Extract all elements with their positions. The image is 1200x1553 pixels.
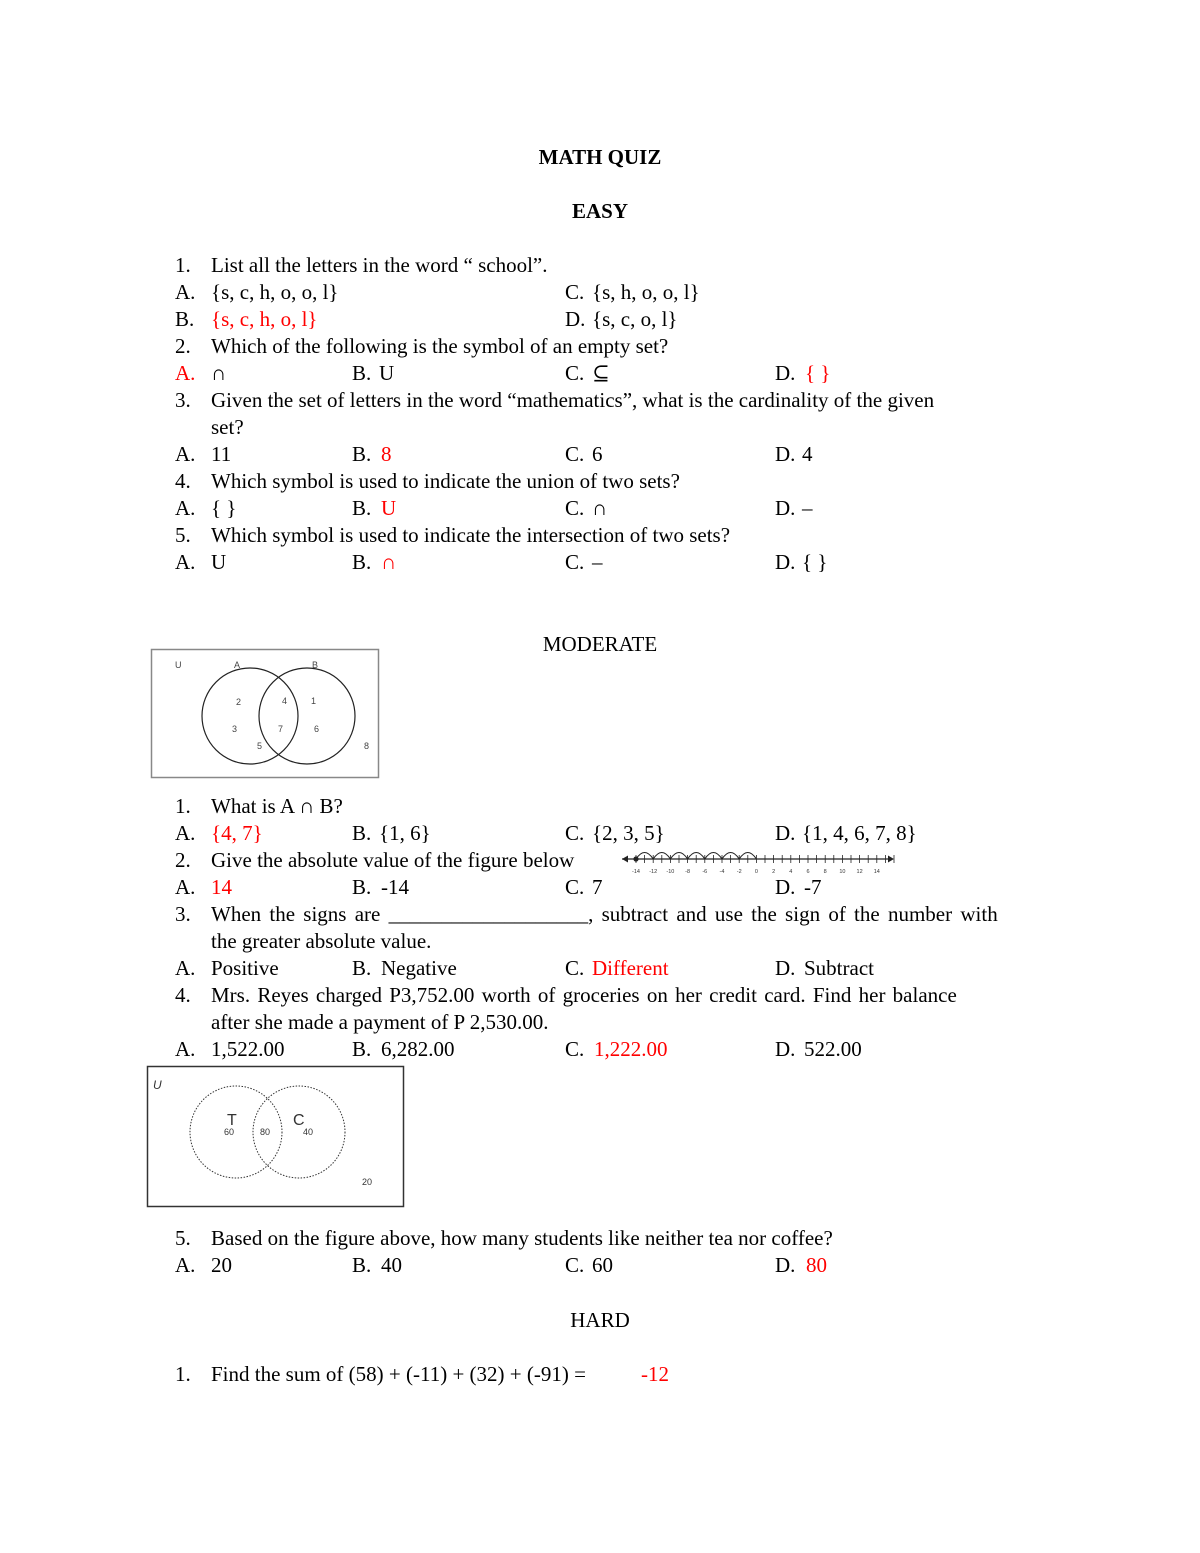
left-arrow — [622, 856, 628, 863]
option-b-label: B. — [352, 496, 372, 520]
option-a: 20 — [211, 1253, 232, 1277]
option-a: { } — [211, 496, 237, 520]
number-line-tick-label: 4 — [789, 869, 793, 875]
venn1-element-4: 4 — [282, 696, 288, 706]
option-c: {s, h, o, o, l} — [592, 280, 700, 304]
section-heading-hard: HARD — [570, 1308, 630, 1332]
venn2-label-u: U — [153, 1078, 162, 1092]
number-line-tick-label: -6 — [702, 869, 708, 875]
option-a-label-correct: A. — [175, 361, 196, 385]
venn-diagram-sets-a-b — [150, 648, 380, 780]
number-line-tick-label: 2 — [772, 869, 776, 875]
venn2-value-coffee-only: 40 — [303, 1127, 314, 1137]
number-line-tick-label: -2 — [736, 869, 742, 875]
option-d-label: D. — [775, 875, 796, 899]
question-number: 1. — [175, 253, 191, 277]
option-d-label: D. — [775, 1253, 796, 1277]
page-title: MATH QUIZ — [538, 145, 662, 169]
option-c: 60 — [592, 1253, 613, 1277]
venn1-element-6: 6 — [314, 724, 320, 734]
option-d: 522.00 — [804, 1037, 862, 1061]
venn1-label-u: U — [175, 660, 182, 670]
option-a-label: A. — [175, 496, 196, 520]
question-number: 5. — [175, 1226, 191, 1250]
option-d-label: D. — [775, 821, 796, 845]
option-b-correct: {s, c, h, o, l} — [211, 307, 318, 331]
question-number: 5. — [175, 523, 191, 547]
option-a-label: A. — [175, 550, 196, 574]
question-text: What is A ∩ B? — [211, 794, 343, 818]
option-b: 40 — [381, 1253, 402, 1277]
question-text: List all the letters in the word “ school”. — [211, 253, 548, 277]
section-heading-easy: EASY — [571, 199, 629, 223]
option-a-label: A. — [175, 821, 196, 845]
option-b: -14 — [381, 875, 409, 899]
option-c: 6 — [592, 442, 603, 466]
venn2-value-both: 80 — [260, 1127, 271, 1137]
number-line-tick-label: -8 — [685, 869, 691, 875]
option-d: {s, c, o, l} — [592, 307, 678, 331]
option-a: 1,522.00 — [211, 1037, 285, 1061]
venn1-label-b: B — [312, 660, 319, 670]
option-d: – — [802, 496, 813, 520]
option-b-label: B. — [352, 956, 372, 980]
option-a-label: A. — [175, 1037, 196, 1061]
venn2-value-neither: 20 — [362, 1177, 373, 1187]
option-d-label: D. — [565, 307, 586, 331]
option-a: U — [211, 550, 227, 574]
number-line-tick-label: 6 — [806, 869, 810, 875]
option-c-correct: Different — [592, 956, 669, 980]
option-c: ∩ — [592, 496, 608, 520]
option-b-label: B. — [175, 307, 195, 331]
question-number: 2. — [175, 848, 191, 872]
venn1-element-3: 3 — [232, 724, 238, 734]
option-b-correct: ∩ — [381, 550, 397, 574]
venn2-label-c: C — [293, 1112, 305, 1129]
option-a-label: A. — [175, 1253, 196, 1277]
option-b-label: B. — [352, 875, 372, 899]
question-text-line-1: Given the set of letters in the word “mathematics”, what is the cardinality of the given — [211, 388, 935, 412]
option-a-correct: {4, 7} — [211, 821, 263, 845]
question-number: 3. — [175, 388, 191, 412]
question-number: 1. — [175, 1362, 191, 1386]
venn1-element-2: 2 — [236, 697, 242, 707]
question-text: Based on the figure above, how many students like neither tea nor coffee? — [211, 1226, 833, 1250]
option-a-correct: 14 — [211, 875, 232, 899]
answer-correct: -12 — [641, 1362, 669, 1386]
question-text: Which symbol is used to indicate the union of two sets? — [211, 469, 680, 493]
option-c-label: C. — [565, 550, 585, 574]
number-line-tick-label: -14 — [632, 869, 640, 875]
option-a-label: A. — [175, 442, 196, 466]
question-text: Give the absolute value of the figure below — [211, 848, 575, 872]
option-c-correct: 1,222.00 — [594, 1037, 668, 1061]
number-line-tick-label: 12 — [856, 869, 863, 875]
venn1-element-8: 8 — [364, 741, 370, 751]
option-b-label: B. — [352, 821, 372, 845]
option-d-label: D. — [775, 550, 796, 574]
option-b-correct: 8 — [381, 442, 392, 466]
question-text-line-1: When the signs are ___________________, subtract and use the sign of the number with — [211, 902, 998, 926]
option-d: { } — [802, 550, 828, 574]
section-heading-moderate: MODERATE — [542, 632, 658, 656]
option-c-label: C. — [565, 1253, 585, 1277]
option-c-label: C. — [565, 821, 585, 845]
option-d-label: D. — [775, 1037, 796, 1061]
venn1-label-a: A — [234, 660, 241, 670]
option-a-label: A. — [175, 956, 196, 980]
option-b: U — [379, 361, 395, 385]
question-text: Find the sum of (58) + (-11) + (32) + (-91) = — [211, 1362, 586, 1386]
option-d-correct: 80 — [806, 1253, 827, 1277]
number-line-tick-label: 8 — [823, 869, 827, 875]
option-c: ⊆ — [592, 361, 610, 385]
number-line-figure — [620, 847, 896, 877]
question-number: 4. — [175, 983, 191, 1007]
question-text-line-2: set? — [211, 415, 244, 439]
question-text-line-1: Mrs. Reyes charged P3,752.00 worth of groceries on her credit card. Find her balance — [211, 983, 957, 1007]
option-d-label: D. — [775, 442, 796, 466]
option-a: 11 — [211, 442, 232, 466]
question-text-line-2: the greater absolute value. — [211, 929, 432, 953]
number-line-tick-label: 10 — [839, 869, 846, 875]
venn-diagram-tea-coffee — [146, 1065, 405, 1209]
option-d: {1, 4, 6, 7, 8} — [802, 821, 917, 845]
option-d-label: D. — [775, 361, 796, 385]
venn1-element-7: 7 — [278, 724, 284, 734]
option-b: Negative — [381, 956, 457, 980]
question-text: Which symbol is used to indicate the intersection of two sets? — [211, 523, 731, 547]
option-b-label: B. — [352, 361, 372, 385]
option-d-label: D. — [775, 956, 796, 980]
option-c: {2, 3, 5} — [592, 821, 665, 845]
number-line-tick-label: 14 — [873, 869, 880, 875]
number-line-tick-label: -10 — [666, 869, 675, 875]
option-b: 6,282.00 — [381, 1037, 455, 1061]
option-c-label: C. — [565, 875, 585, 899]
option-c-label: C. — [565, 1037, 585, 1061]
option-d: Subtract — [804, 956, 874, 980]
question-number: 1. — [175, 794, 191, 818]
option-b-label: B. — [352, 442, 372, 466]
option-a: Positive — [211, 956, 279, 980]
number-line-tick-label: -4 — [719, 869, 725, 875]
venn2-label-t: T — [227, 1112, 237, 1129]
option-c-label: C. — [565, 442, 585, 466]
question-number: 3. — [175, 902, 191, 926]
option-b-label: B. — [352, 550, 372, 574]
option-b-label: B. — [352, 1253, 372, 1277]
venn2-value-tea-only: 60 — [224, 1127, 235, 1137]
question-number: 2. — [175, 334, 191, 358]
question-number: 4. — [175, 469, 191, 493]
question-text: Which of the following is the symbol of an empty set? — [211, 334, 669, 358]
option-b: {1, 6} — [379, 821, 431, 845]
option-c: – — [592, 550, 603, 574]
venn1-element-1: 1 — [311, 696, 317, 706]
option-c-label: C. — [565, 280, 585, 304]
option-a-label: A. — [175, 875, 196, 899]
number-line-tick-label: -12 — [649, 869, 658, 875]
option-a: ∩ — [211, 361, 227, 385]
option-a: {s, c, h, o, o, l} — [211, 280, 339, 304]
option-b-correct: U — [381, 496, 397, 520]
option-c-label: C. — [565, 361, 585, 385]
universal-set-box — [152, 650, 379, 778]
option-a-label: A. — [175, 280, 196, 304]
option-d-correct: { } — [805, 361, 831, 385]
right-arrow — [888, 856, 894, 863]
option-c: 7 — [592, 875, 603, 899]
option-d: -7 — [804, 875, 822, 899]
question-text-line-2: after she made a payment of P 2,530.00. — [211, 1010, 549, 1034]
option-b-label: B. — [352, 1037, 372, 1061]
venn1-element-5: 5 — [257, 741, 263, 751]
option-c-label: C. — [565, 956, 585, 980]
option-d-label: D. — [775, 496, 796, 520]
number-line-tick-label: 0 — [754, 869, 758, 875]
option-c-label: C. — [565, 496, 585, 520]
option-d: 4 — [802, 442, 813, 466]
